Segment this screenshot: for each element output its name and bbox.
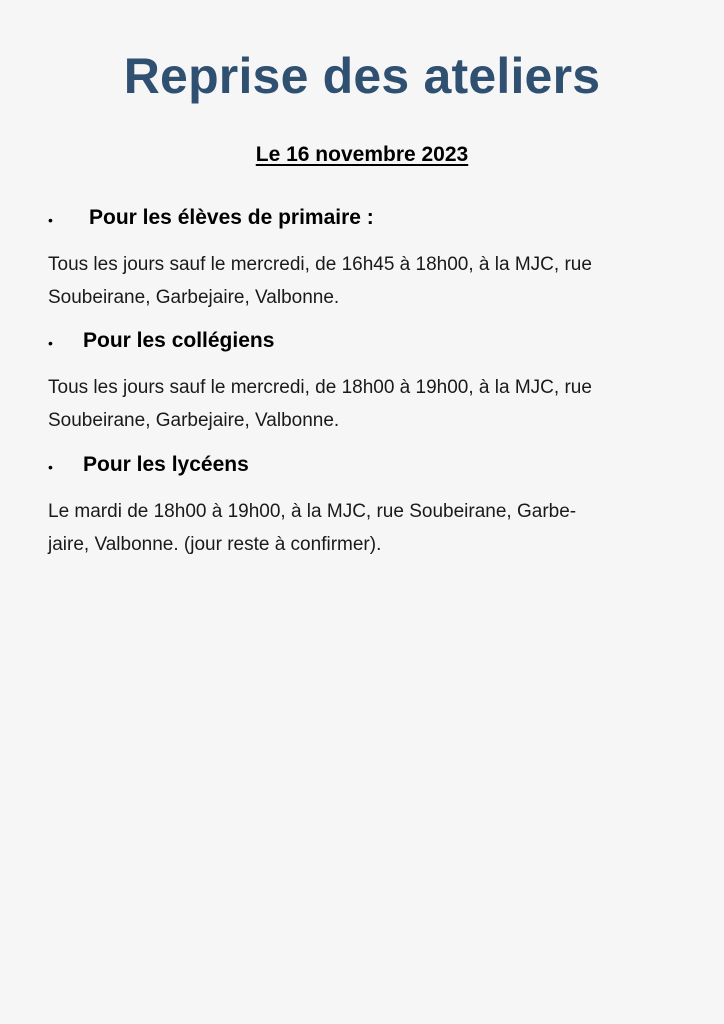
section-body	[48, 495, 683, 561]
page-title: Reprise des ateliers	[123, 48, 601, 104]
section-body	[48, 371, 683, 437]
section-lyceens	[48, 451, 688, 561]
section-body	[48, 248, 683, 314]
section-collegiens	[48, 327, 688, 437]
section-heading: Pour les lycéens	[83, 453, 249, 476]
bullet-icon: •	[48, 459, 53, 475]
body-line: Soubeirane, Garbejaire, Valbonne.	[48, 410, 340, 431]
section-heading-row	[48, 451, 688, 483]
date-heading: Le 16 novembre 2023	[255, 143, 469, 166]
section-primaire	[48, 204, 688, 314]
bullet-icon: •	[48, 335, 53, 351]
section-heading-row	[48, 204, 688, 236]
bullet-icon: •	[48, 212, 53, 228]
section-heading-row	[48, 327, 688, 359]
body-line: Tous les jours sauf le mercredi, de 16h45 à 18h00, à la MJC, rue	[48, 254, 592, 275]
body-line: Le mardi de 18h00 à 19h00, à la MJC, rue Soubeirane, Garbe-	[48, 501, 577, 522]
body-line: Tous les jours sauf le mercredi, de 18h00 à 19h00, à la MJC, rue	[48, 377, 592, 398]
section-heading: Pour les élèves de primaire :	[89, 206, 374, 229]
section-heading: Pour les collégiens	[83, 329, 275, 352]
body-line: Soubeirane, Garbejaire, Valbonne.	[48, 287, 340, 308]
body-line: jaire, Valbonne. (jour reste à confirmer).	[48, 534, 382, 555]
